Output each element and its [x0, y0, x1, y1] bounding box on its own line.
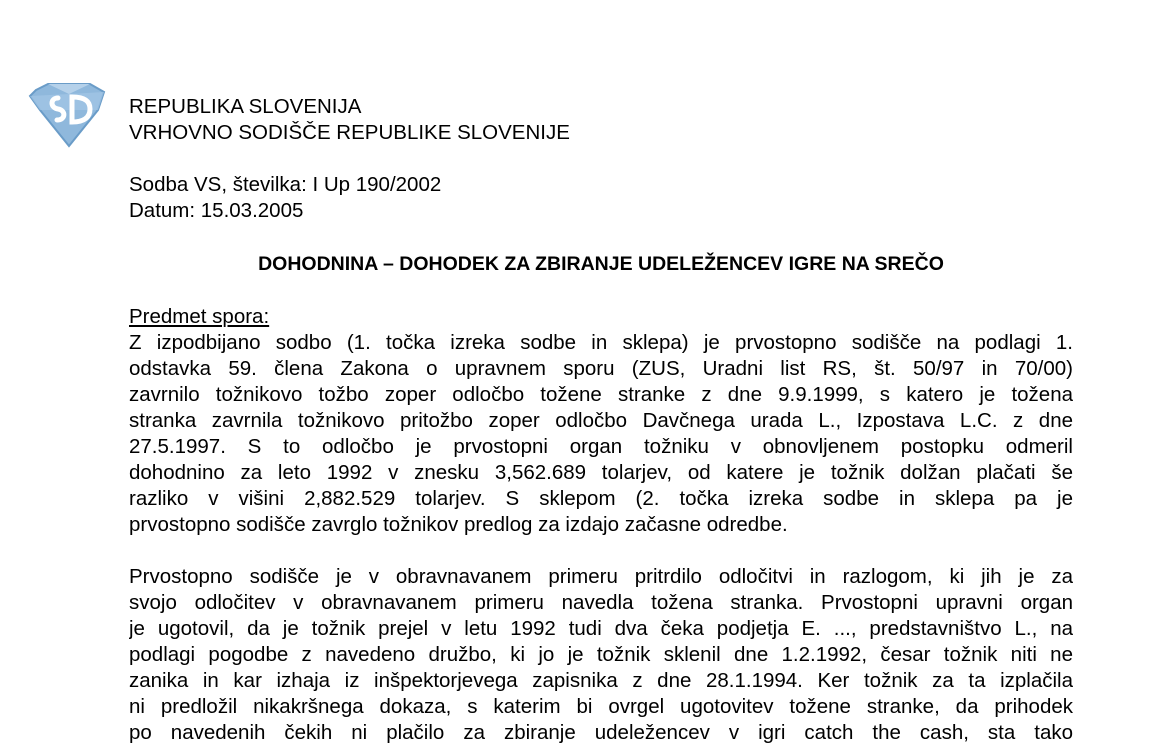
paragraph-line: stranka zavrnila tožnikovo pritožbo zoper odločbo Davčnega urada L., Izpostava L.C. z dne: [129, 409, 1073, 432]
court-name: VRHOVNO SODIŠČE REPUBLIKE SLOVENIJE: [129, 121, 570, 144]
country-name: REPUBLIKA SLOVENIJA: [129, 95, 362, 118]
paragraph-1: [129, 330, 1073, 538]
paragraph-2: [129, 564, 1073, 746]
subject-heading: Predmet spora:: [129, 305, 270, 328]
paragraph-line: Z izpodbijano sodbo (1. točka izreka sodbe in sklepa) je prvostopno sodišče na podlagi 1.: [129, 331, 1073, 354]
paragraph-line: zavrnilo tožnikovo tožbo zoper odločbo tožene stranke z dne 9.9.1999, s katero je tožena: [129, 383, 1073, 406]
paragraph-line: je ugotovil, da je tožnik prejel v letu 1992 tudi dva čeka podjetja E. ..., predstavništvo L., na: [129, 617, 1073, 640]
paragraph-line: 27.5.1997. S to odločbo je prvostopni organ tožniku v obnovljenem postopku odmeril: [129, 435, 1073, 458]
judgment-number: Sodba VS, številka: I Up 190/2002: [129, 173, 442, 196]
paragraph-line: svojo odločitev v obravnavanem primeru navedla tožena stranka. Prvostopni upravni organ: [129, 591, 1073, 614]
court-logo: [28, 80, 110, 148]
paragraph-line: odstavka 59. člena Zakona o upravnem sporu (ZUS, Uradni list RS, št. 50/97 in 70/00): [129, 357, 1073, 380]
paragraph-line: zanika in kar izhaja iz inšpektorjevega zapisnika z dne 28.1.1994. Ker tožnik za ta izplačila: [129, 669, 1073, 692]
document-title: DOHODNINA – DOHODEK ZA ZBIRANJE UDELEŽENCEV IGRE NA SREČO: [258, 253, 944, 275]
paragraph-line: po navedenih čekih ni plačilo za zbiranje udeležencev v igri catch the cash, sta tako: [129, 721, 1073, 744]
paragraph-line: podlagi pogodbe z navedeno družbo, ki jo je tožnik sklenil dne 1.2.1992, česar tožnik niti ne: [129, 643, 1073, 666]
paragraph-line: razliko v višini 2,882.529 tolarjev. S sklepom (2. točka izreka sodbe in sklepa pa je: [129, 487, 1073, 510]
paragraph-line: prvostopno sodišče zavrglo tožnikov predlog za izdajo začasne odredbe.: [129, 513, 788, 536]
paragraph-line: dohodnino za leto 1992 v znesku 3,562.689 tolarjev, od katere je tožnik dolžan plačati še: [129, 461, 1073, 484]
paragraph-line: Prvostopno sodišče je v obravnavanem primeru pritrdilo odločitvi in razlogom, ki jih je za: [129, 565, 1073, 588]
judgment-date: Datum: 15.03.2005: [129, 199, 304, 222]
paragraph-line: ni predložil nikakršnega dokaza, s katerim bi ovrgel ugotovitev tožene stranke, da prihodek: [129, 695, 1073, 718]
